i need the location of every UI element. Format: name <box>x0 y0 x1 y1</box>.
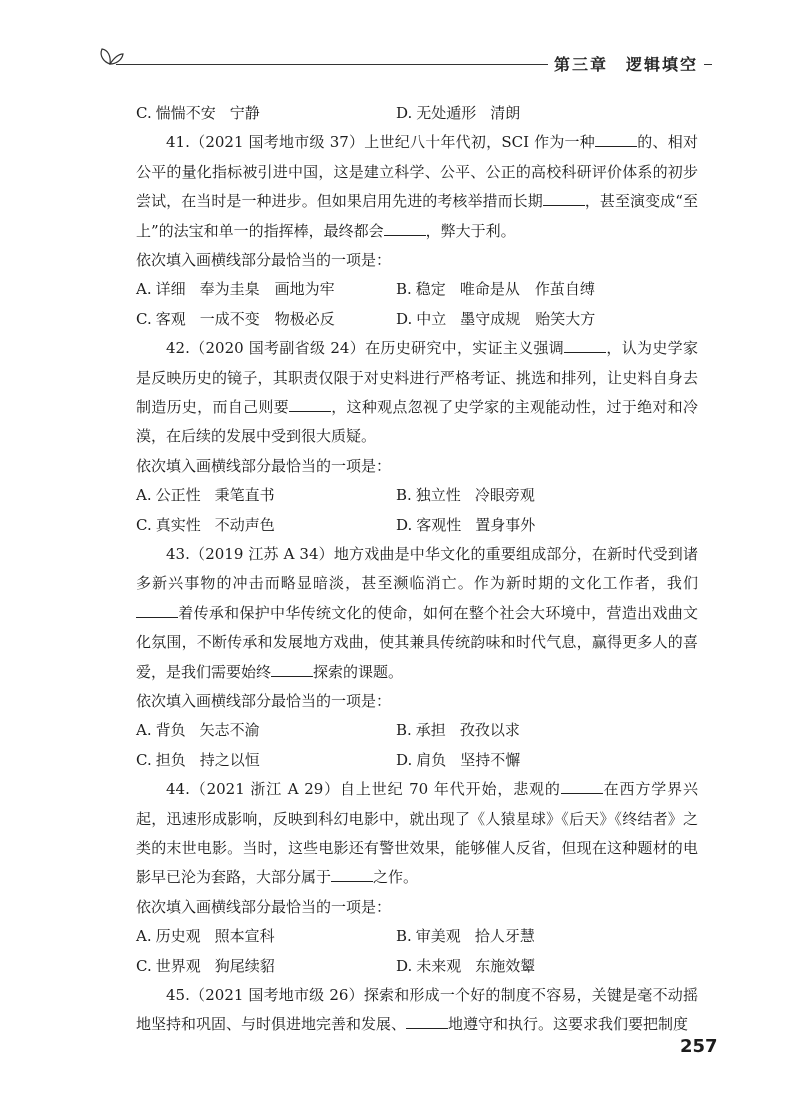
option-row <box>136 305 698 334</box>
answer-blank <box>406 1012 448 1029</box>
option-d: D. 中立 墨守成规 贻笑大方 <box>396 309 596 328</box>
option-b: B. 稳定 唯命是从 作茧自缚 <box>396 280 595 299</box>
option-a: A. 背负 矢志不渝 <box>136 721 260 740</box>
page-number: 257 <box>680 1036 718 1057</box>
option-c: C. 客观 一成不变 物极必反 <box>136 309 335 328</box>
option-row <box>136 99 698 128</box>
header-rule-left <box>116 64 614 65</box>
option-d: D. 无处遁形 清朗 <box>396 104 521 122</box>
option-row <box>136 952 698 981</box>
question-prompt: 依次填入画横线部分最恰当的一项是： <box>136 456 392 475</box>
answer-blank <box>564 336 606 353</box>
answer-blank <box>271 660 313 677</box>
answer-blank <box>543 189 585 206</box>
answer-blank <box>595 130 637 147</box>
answer-blank <box>384 219 426 236</box>
option-c: C. 世界观 狗尾续貂 <box>136 956 275 975</box>
option-row <box>136 275 698 304</box>
question-prompt: 依次填入画横线部分最恰当的一项是： <box>136 692 392 711</box>
option-row <box>136 922 698 951</box>
question-41: 41.（2021 国考地市级 37）上世纪八十年代初，SCI 作为一种 的、相对公平的量化指标被引进中国，这是建立科学、公平、公正的高校科研评价体系的初步尝试，在当时是一种进步。但如果启用先进的考核举措而长期 ，甚至演变成“至上”的法宝和单一的指挥棒，最终都会 ，弊大于利。 <box>136 128 698 246</box>
question-44: 44.（2021 浙江 A 29）自上世纪 70 年代开始，悲观的 在西方学界兴起，迅速形成影响，反映到科幻电影中，就出现了《人猿星球》《后天》《终结者》之类的末世电影。当时，这些电影还有警世效果，能够催人反省，但现在这种题材的电影早已沦为套路，大部分属于 之作。 <box>136 775 698 893</box>
question-42: 42.（2020 国考副省级 24）在历史研究中，实证主义强调 ，认为史学家是反映历史的镜子，其职责仅限于对史料进行严格考证、挑选和排列，让史料自身去制造历史，而自己则要 ，这种观点忽视了史学家的主观能动性，过于绝对和冷漠，在后续的发展中受到很大质疑。 <box>136 334 698 452</box>
page-content <box>136 99 698 1040</box>
option-b: B. 审美观 拾人牙慧 <box>396 927 535 946</box>
option-row <box>136 746 698 775</box>
option-b: B. 独立性 冷眼旁观 <box>396 486 535 505</box>
option-d: D. 客观性 置身事外 <box>396 515 536 534</box>
question-prompt: 依次填入画横线部分最恰当的一项是： <box>136 897 392 916</box>
option-c: C. 惴惴不安 宁静 <box>136 104 260 122</box>
chapter-title: 第三章 逻辑填空 <box>548 52 704 75</box>
question-43: 43.（2019 江苏 A 34）地方戏曲是中华文化的重要组成部分，在新时代受到诸多新兴事物的冲击而略显暗淡，甚至濒临消亡。作为新时期的文化工作者，我们着传承和保护中华传统文化的使命，如何在整个社会大环境中，营造出戏曲文化氛围，不断传承和发展地方戏曲，使其兼具传统韵味和时代气息，赢得更多人的喜爱，是我们需要始终 探索的课题。 <box>136 545 698 681</box>
option-a: A. 历史观 照本宣科 <box>136 927 275 946</box>
option-b: B. 承担 孜孜以求 <box>396 721 520 740</box>
option-c: C. 真实性 不动声色 <box>136 515 275 534</box>
option-c: C. 担负 持之以恒 <box>136 750 260 769</box>
option-a: A. 公正性 秉笔直书 <box>136 486 275 505</box>
option-a: A. 详细 奉为圭臬 画地为牢 <box>136 280 335 299</box>
option-d: D. 肩负 坚持不懈 <box>396 750 521 769</box>
question-45: 45.（2021 国考地市级 26）探索和形成一个好的制度不容易，关键是毫不动摇地坚持和巩固、与时俱进地完善和发展、 地遵守和执行。这要求我们要把制度 <box>136 986 698 1034</box>
option-d: D. 未来观 东施效颦 <box>396 956 536 975</box>
option-row <box>136 511 698 540</box>
option-row <box>136 716 698 745</box>
answer-blank <box>289 395 331 412</box>
answer-blank <box>331 865 373 882</box>
option-row <box>136 481 698 510</box>
question-prompt: 依次填入画横线部分最恰当的一项是： <box>136 251 392 270</box>
answer-blank <box>561 777 603 794</box>
answer-blank <box>136 601 178 618</box>
